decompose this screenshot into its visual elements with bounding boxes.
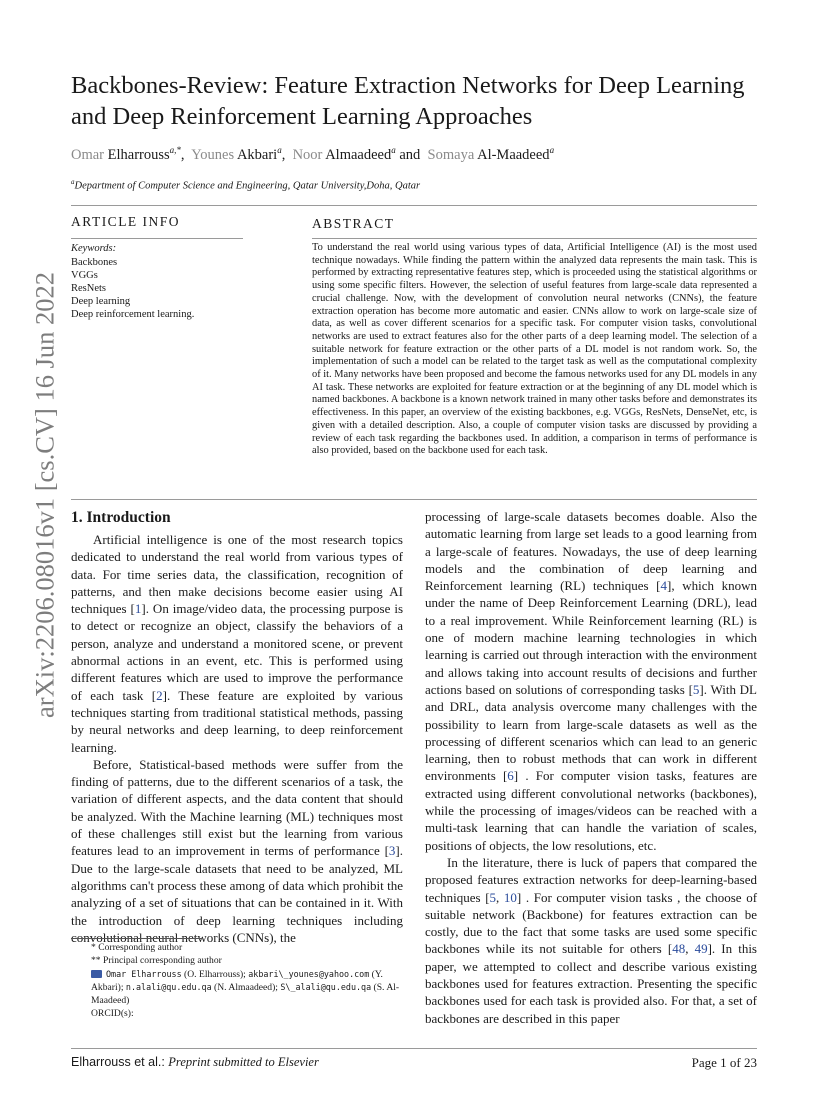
author-email[interactable]: akbari\_younes@yahoo.com (248, 968, 370, 979)
author-first-name: Noor (292, 146, 326, 163)
author-affiliation-marker: a (549, 145, 555, 155)
keywords-label: Keywords: (71, 243, 117, 254)
author-email[interactable]: Omar Elharrouss (106, 968, 182, 979)
email-envelope-icon (91, 970, 102, 978)
author-list: Omar Elharrouss$^{a,*}$, Younes Akbari$^a$, Noor Almaadeed$^a$ and Somaya Al-Maadeed$^a$ (71, 145, 555, 163)
abstract-text: To understand the real world using various types of data, Artificial Intelligence (AI) is the most used technique nowadays. While finding the pattern within the analyzed data represents the main task. This is performed by extracting representative features step, which is proceeded using the statistical algorithms or using some specific filters. However, the selection of useful features from large-scale data represented a crucial challenge. Now, with the development of convolution neural networks (CNNs), the feature extraction operation has become more automatic and easier. CNNs allow to work on large-scale size of data, as well as cover different scenarios for a specific task. For computer vision tasks, convolutional networks are used to extract features also for the other parts of a deep learning model. The selection of a suitable network for feature extraction or the other parts of a DL model is not random work. So, the implementation of such a model can be related to the target task as well as the computational complexity of it. Many networks have been proposed and become the famous networks used for any DL models in any AI task. These networks are exploited for feature extraction or at the beginning of any DL model which is named backbones. A backbone is a known network trained in many other tasks before and demonstrates its effectiveness. In this paper, an overview of the existing backbones, e.g. VGGs, ResNets, DenseNet, etc, is given with a detailed description. Also, a couple of computer vision tasks are discussed by providing a review of each task regarding the backbones used. In addition, a comparison in terms of performance is also provided, based on the backbone used for each task. (312, 242, 757, 457)
affiliation-text: Department of Computer Science and Engineering, Qatar University,Doha, Qatar (74, 180, 421, 192)
citation-link[interactable]: 4 (660, 578, 668, 594)
body-paragraph: Before, Statistical-based methods were suffer from the finding of patterns, due to the different scenarios of a task, the variation of different aspects, and the data content that should be analyzed. With the Machine learning (ML) techniques most of these challenges still exist but the learning from various features lead to an improvement in terms of performance [3]. Due to the large-scale datasets that need to be analyzed, ML algorithms can't process these among of data which prohibit the analyzing of a set of situations that can be contained in it. With the introduction of deep learning techniques including convolutional neural networks (CNNs), the (71, 756, 403, 945)
citation-link[interactable]: 49 (694, 941, 708, 957)
author-first-name: Omar (71, 146, 108, 163)
keyword-item: Deep learning (71, 296, 131, 307)
author-first-name: Younes (191, 146, 237, 163)
article-info-heading: ARTICLE INFO (71, 214, 181, 229)
citation-link[interactable]: 5 (692, 681, 700, 697)
citation-link[interactable]: 2 (156, 687, 163, 703)
author-first-name: Somaya (427, 146, 478, 163)
footnote-rule (71, 938, 203, 939)
author-affiliation-marker: a (277, 145, 282, 155)
footnote-principal: ** Principal corresponding author (91, 954, 222, 966)
author-affiliation-marker: a (391, 145, 396, 155)
citation-link[interactable]: 10 (503, 889, 517, 905)
keyword-item: Backbones (71, 257, 118, 268)
citation-link[interactable]: 6 (507, 768, 514, 784)
right-column (425, 508, 757, 1027)
keyword-item: Deep reinforcement learning. (71, 309, 195, 320)
footnote-emails: Omar Elharrouss (O. Elharrouss); akbari\_younes@yahoo.com (Y. Akbari); n.alali@qu.edu.qa (N. Almaadeed); S\_alali@qu.edu.qa (S. Al-Maadeed) (91, 968, 400, 1007)
footer-citation: Elharrouss et al.: Preprint submitted to Elsevier (71, 1055, 319, 1069)
affiliation-marker: a (71, 178, 75, 186)
keyword-item: VGGs (71, 270, 98, 281)
author-last-name: Al-Maadeed (477, 146, 550, 163)
page-number: Page 1 of 23 (691, 1055, 757, 1070)
author-last-name: Almaadeed (325, 146, 392, 163)
body-paragraph: In the literature, there is luck of papers that compared the proposed features extraction networks for deep-learning-based techniques [5, 10] . For computer vision tasks , the choose of suitable network (Backbone) for features extraction can be costly, due to the fact that some tasks are used some specific backbones while its not suitable for others [48, 49]. In this paper, we attempted to collect and describe various existing backbones used for features extraction. Presenting the specific backbones used for each task is provided also. For that, a set of backbones are described in this paper (425, 854, 758, 1026)
footer-author: Elharrouss et al. (71, 1055, 162, 1069)
section-heading (71, 509, 171, 527)
abstract-rule (312, 238, 757, 239)
citation-link[interactable]: 1 (134, 601, 142, 617)
body-paragraph: processing of large-scale datasets becomes doable. Also the automatic learning from large set leads to a good learning from a large-scale of features. Nowadays, the use of deep learning models and the combination of deep learning and Reinforcement learning (RL) techniques [4], which known under the name of Deep Reinforcement Learning (DRL), lead to a real improvement. While Reinforcement learning (RL) is one of modern machine learning technologies in which learning is carried out through interaction with the environment and allows taking into account results of decisions and further actions based on solutions of corresponding tasks [5]. With DL and DRL, data analysis overcome many challenges with the possibility to learn from large-scale datasets as well as the processing of different scenarios which can lead to an generic learning, then to robust methods that can work in different environments [6] . For computer vision tasks, features are extracted using different convolutional networks (backbones), while the processing of images/videos can be reached with a multi-task learning that can handle the variation of scales, positions of objects, the low resolutions, etc. (425, 509, 757, 853)
abstract-heading: ABSTRACT (312, 216, 395, 231)
arxiv-side-banner: arXiv:2206.08016v1 [cs.CV] 16 Jun 2022 (29, 271, 60, 719)
author-last-name: Akbari (236, 146, 278, 163)
footnote-corresponding: * Corresponding author (91, 942, 183, 953)
section-title: Introduction (86, 509, 171, 526)
left-column (71, 531, 403, 946)
affiliation (71, 178, 420, 192)
footer-journal: Preprint submitted to Elsevier (168, 1055, 319, 1069)
author-email[interactable]: S\_alali@qu.edu.qa (280, 982, 372, 993)
article-info-rule (71, 238, 243, 239)
footnote-orcid: ORCID(s): (91, 1007, 134, 1019)
citation-link[interactable]: 5 (489, 889, 497, 905)
section-rule (71, 499, 757, 500)
footer-rule (71, 1048, 757, 1049)
keyword-list (71, 256, 194, 321)
author-email[interactable]: n.alali@qu.edu.qa (125, 982, 212, 993)
header-rule (71, 205, 757, 206)
author-affiliation-marker: a,* (169, 145, 181, 155)
citation-link[interactable]: 48 (672, 941, 686, 957)
paper-title: Backbones-Review: Feature Extraction Networks for Deep Learning and Deep Reinforcement Learning Approaches (71, 72, 745, 130)
citation-link[interactable]: 3 (388, 843, 396, 859)
body-paragraph: Artificial intelligence is one of the most research topics dedicated to understand the real world from various types of data. For time series data, the classification, recognition of patterns, and then make decisions become easier using AI techniques [1]. On image/video data, the processing purpose is to detect or recognize an object, classify the behaviors of a person, analyze and understand a monitored scene, or prevent abnormal actions in an event, etc. This is performed using different features which are used to improve the performance of each task [2]. These feature are exploited by various techniques starting from traditional statistical methods, passing by neural networks and deep learning, to deep reinforcement learning. (71, 532, 404, 755)
author-last-name: Elharrouss (107, 146, 170, 163)
footnotes (71, 942, 403, 1021)
keyword-item: ResNets (71, 283, 106, 294)
section-number: 1. (71, 509, 83, 526)
